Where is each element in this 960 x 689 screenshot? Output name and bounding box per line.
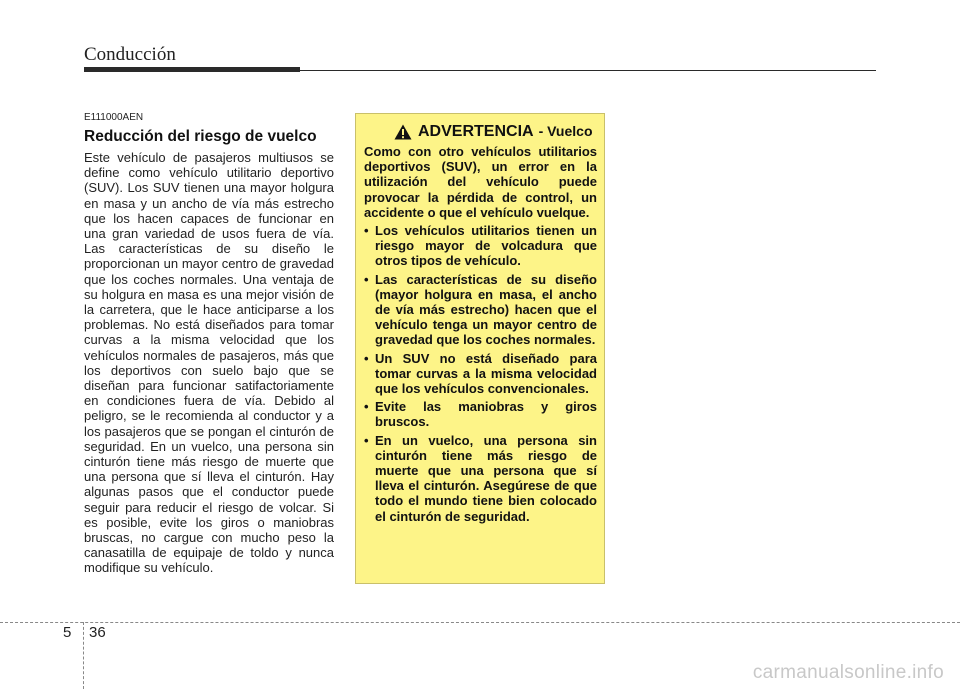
warning-header <box>394 124 597 140</box>
warning-item: • Un SUV no está diseñado para tomar curvas a la misma velocidad que los vehículos convencionales. <box>364 351 597 397</box>
warning-list <box>364 223 597 524</box>
warning-item: • Las características de su diseño (mayor holgura en masa, el ancho de vía más estrecho) hacen que el vehículo tenga un mayor centro de gravedad que los coches normales. <box>364 272 597 348</box>
warning-box <box>355 113 605 584</box>
warning-subtitle: - Vuelco <box>538 123 593 140</box>
warning-item: • En un vuelco, una persona sin cinturón tiene más riesgo de muerte que una persona que sí lleva el cinturón. Asegúrese de que todo el mundo tiene bien colocado el cinturón de seguridad. <box>364 433 597 524</box>
article-code: E111000AEN <box>84 112 144 123</box>
page-number: 36 <box>89 624 106 641</box>
warning-item: • Evite las maniobras y giros bruscos. <box>364 399 597 429</box>
warning-title: ADVERTENCIA <box>418 123 534 141</box>
warning-intro: Como con otro vehículos utilitarios deportivos (SUV), un error en la utilización del vehículo puede provocar la pérdida de control, un accidente o que el vehículo vuelque. <box>364 144 597 220</box>
warning-triangle-icon <box>394 124 412 140</box>
header-rule-thick <box>84 67 300 72</box>
article-heading: Reducción del riesgo de vuelco <box>84 128 317 145</box>
watermark: carmanualsonline.info <box>752 662 944 683</box>
article-body: Este vehículo de pasajeros multiusos se define como vehículo utilitario deportivo (SUV). Los SUV tienen una mayor holgura en masa y un ancho de vía más estrecho que los hacen capaces de funcionar en una gran variedad de usos fuera de vía. Las características de su diseño le proporcionan un mayor centro de gravedad que los coches normales. Una ventaja de su holgura en masa es una mejor visión de la carretera, que le hace anticiparse a los problemas. No está diseñados para tomar curvas a la misma velocidad que los vehículos normales de pasajeros, más que los deportivos con suelo bajo que se diseñan para funcionar satifactoriamente en condiciones fuera de vía. Debido al peligro, se le recomienda al conductor y a los pasajeros que se pongan el cinturón de seguridad. En un vuelco, una persona sin cinturón tiene más riesgo de muerte que una persona que sí lleva el cinturón. Hay algunas pasos que el conductor puede seguir para reducir el riesgo de volcar. Si es posible, evite los giros o maniobras bruscas, no cargue con mucho peso la canasatilla de equipaje de toldo y nunca modifique su vehículo. <box>84 150 334 576</box>
warning-item: • Los vehículos utilitarios tienen un riesgo mayor de volcadura que otros tipos de vehículo. <box>364 223 597 269</box>
header-rule-thin <box>300 70 876 71</box>
section-title: Conducción <box>84 44 176 65</box>
footer-rule <box>0 622 960 623</box>
footer-separator <box>83 622 85 689</box>
chapter-number: 5 <box>63 624 72 641</box>
